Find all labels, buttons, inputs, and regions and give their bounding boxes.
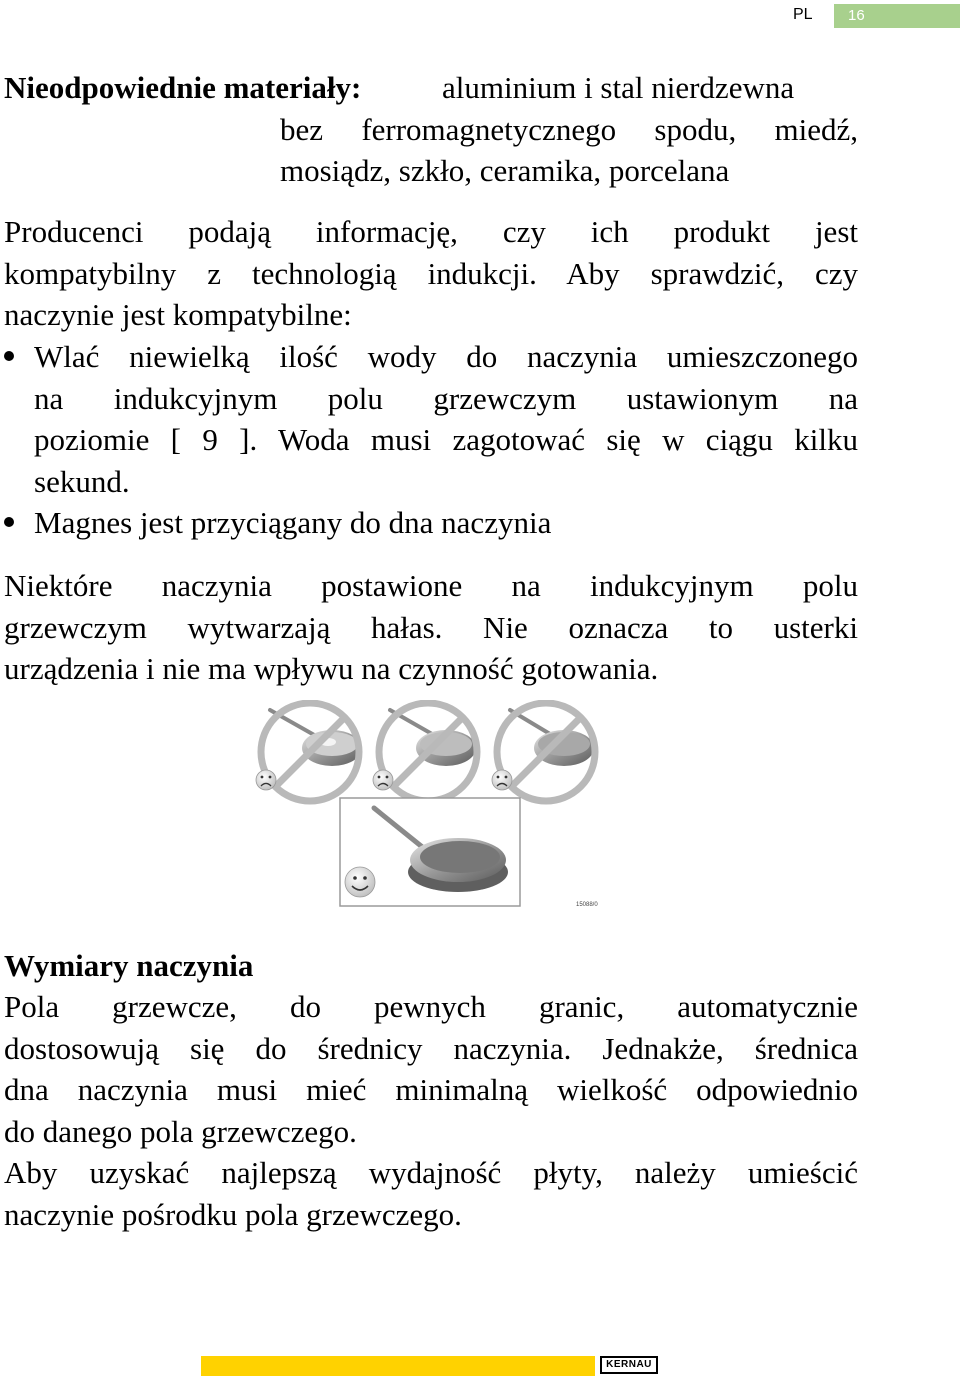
sad-face-icon — [256, 770, 276, 790]
bullet-1-line-4: sekund. — [34, 463, 130, 499]
footer-color-bar — [201, 1356, 595, 1376]
unsuitable-materials-label: Nieodpowiednie materiały: — [4, 70, 362, 105]
happy-face-icon — [345, 867, 375, 897]
noise-line-2: grzewczym wytwarzają hałas. Nie oznacza to usterki — [4, 609, 858, 645]
bullet-1-line-1: Wlać niewielką ilość wody do naczynia umieszczonego — [34, 339, 858, 374]
dim-line-4: do danego pola grzewczego. — [4, 1113, 357, 1149]
bullet-icon — [4, 351, 14, 361]
compatibility-checks-list — [4, 336, 858, 544]
unsuitable-line-2: bez ferromagnetycznego spodu, miedź, — [280, 111, 858, 147]
dim-line-2: dostosowują się do średnicy naczynia. Jednakże, średnica — [4, 1030, 858, 1066]
unsuitable-line-1: aluminium i stal nierdzewna — [442, 70, 795, 105]
list-item — [4, 502, 858, 544]
sad-face-icon — [373, 770, 393, 790]
intro-line-3: naczynie jest kompatybilne: — [4, 297, 352, 332]
unsuitable-pan-3-icon — [497, 703, 595, 801]
bullet-2-line-1: Magnes jest przyciągany do dna naczynia — [34, 505, 552, 540]
unsuitable-pan-1-icon — [261, 703, 362, 801]
list-item — [4, 336, 858, 502]
unsuitable-pan-2-icon — [379, 703, 477, 801]
noise-note-paragraph — [4, 565, 858, 690]
bullet-1-line-2: na indukcyjnym polu grzewczym ustawionym na — [34, 380, 858, 416]
unsuitable-line-3: mosiądz, szkło, ceramika, porcelana — [280, 153, 730, 188]
dim-line-1: Pola grzewcze, do pewnych granic, automatycznie — [4, 989, 858, 1024]
figure-code: 15088/0 — [576, 902, 598, 908]
noise-line-1: Niektóre naczynia postawione na indukcyjnym polu — [4, 568, 858, 603]
dim2-line-2: naczynie pośrodku pola grzewczego. — [4, 1196, 462, 1232]
dimensions-paragraph-1 — [4, 986, 858, 1152]
dim2-line-1: Aby uzyskać najlepszą wydajność płyty, należy umieścić — [4, 1155, 858, 1190]
language-label: PL — [793, 6, 813, 23]
sad-face-icon — [492, 770, 512, 790]
unsuitable-materials-value — [280, 67, 858, 192]
dim-line-3: dna naczynia musi mieć minimalną wielkość odpowiednio — [4, 1072, 858, 1107]
intro-line-2: kompatybilny z technologią indukcji. Aby sprawdzić, czy — [4, 255, 858, 291]
bullet-icon — [4, 517, 14, 527]
brand-logo: KERNAU — [600, 1356, 658, 1374]
bullet-1-line-3: poziomie [ 9 ]. Woda musi zagotować się w ciągu kilku — [34, 422, 858, 457]
dimensions-paragraph-2 — [4, 1152, 858, 1235]
cookware-compatibility-illustration — [248, 700, 620, 912]
page-number-badge: 16 — [834, 4, 960, 28]
compatibility-intro-paragraph — [4, 211, 858, 336]
section-heading-dimensions: Wymiary naczynia — [4, 948, 254, 983]
noise-line-3: urządzenia i nie ma wpływu na czynność gotowania. — [4, 651, 659, 686]
intro-line-1: Producenci podają informację, czy ich produkt jest — [4, 214, 858, 249]
